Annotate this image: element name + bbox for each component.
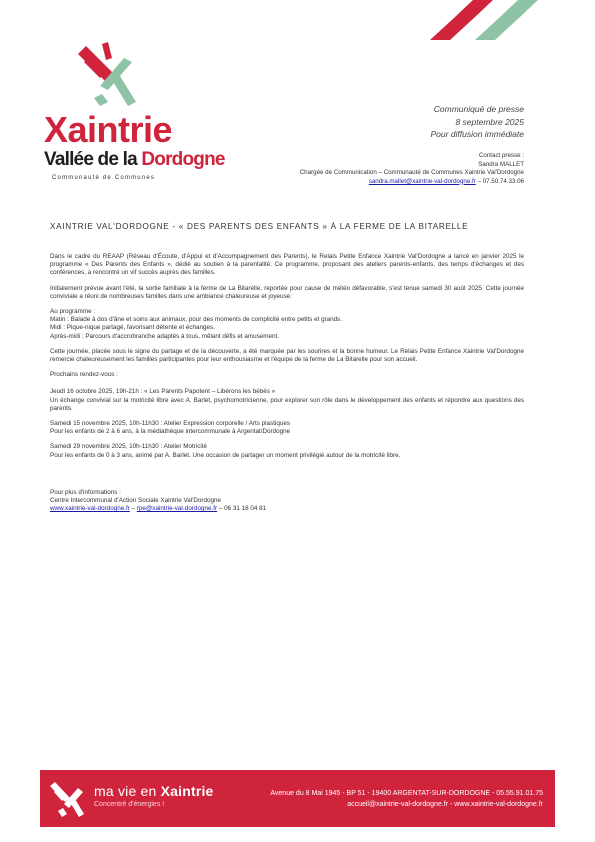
event-item [50, 388, 524, 413]
contact-line [300, 178, 524, 187]
press-info [430, 103, 524, 141]
press-diffusion: Pour diffusion immédiate [430, 129, 524, 139]
footer-brand-name: Xaintrie [160, 783, 214, 799]
logo-tagline: Communauté de Communes [52, 175, 156, 181]
link-separator: – [129, 505, 137, 513]
footer-address: Avenue du 8 Mai 1945 - BP 51 - 19400 ARGENTAT-SUR-DORDOGNE - 05.55.91.01.75 [270, 790, 543, 797]
contact-email-link[interactable]: sandra.mallet@xaintrie-val-dordogne.fr [368, 177, 476, 185]
footer-address-block [270, 788, 543, 810]
more-info-section [50, 489, 524, 514]
event-description: Pour les enfants de 0 à 3 ans, animé par A. Barlet. Une occasion de partager un moment privilégié autour de la motricité libre. [50, 451, 401, 459]
program-item: Après-midi : Parcours d'accrobranche adaptés à tous, mêlant défis et amusement. [50, 332, 280, 340]
more-info-phone: – 06 31 18 04 81 [217, 505, 267, 513]
headline: XAINTRIE VAL'DORDOGNE - « DES PARENTS DES ENFANTS » À LA FERME DE LA BITARELLE [50, 222, 469, 231]
rpe-email-link[interactable]: rpe@xaintrie-val-dordogne.fr [136, 505, 218, 513]
footer-slogan: Concentré d'énergies ! [94, 801, 165, 808]
more-info-links [50, 505, 524, 513]
contact-phone: – 07.50.74.33.06 [475, 177, 524, 185]
more-info-org: Centre Intercommunal d'Action Sociale Xaintrie Val'Dordogne [50, 497, 221, 505]
program-item: Matin : Balade à dos d'âne et soins aux animaux, pour des moments de complicité entre petits et grands. [50, 316, 343, 324]
corner-stripes-decoration [395, 0, 595, 40]
footer-brand-prefix: ma vie en [94, 783, 161, 799]
program-item: Midi : Pique-nique partagé, favorisant détente et échanges. [50, 324, 215, 332]
logo-subtitle [44, 150, 225, 170]
contact-role: Chargée de Communication – Communauté de Communes Xaintrie Val'Dordogne [299, 169, 524, 176]
press-date: 8 septembre 2025 [455, 116, 524, 127]
intro-paragraph: Dans le cadre du REAAP (Réseau d'Écoute, d'Appui et d'Accompagnement des Parents), le Relais Petite Enfance Xaintrie Val'Dordogne a lancé en janvier 2025 le programme « Des Parents des Enfants », dédié au soutien à la parentalité. Ce programme, proposant des ateliers parents-enfants, des temps d'échanges et des conférences, a rencontré un vif succès auprès des familles. [50, 253, 524, 277]
article-body [50, 253, 524, 520]
contact-label: Contact presse : [478, 152, 524, 159]
upcoming-title: Prochains rendez-vous : [50, 371, 118, 379]
event-item [50, 420, 524, 436]
more-info-title: Pour plus d'informations : [50, 488, 121, 496]
press-contact [300, 152, 524, 186]
event-heading: Samedi 29 novembre 2025, 10h-11h30 : Atelier Motricité [50, 443, 208, 451]
footer-logo-icon [48, 778, 86, 818]
press-release-label: Communiqué de presse [433, 104, 524, 114]
logo-subtitle-part2: Dordogne [141, 149, 225, 170]
logo-subtitle-part1: Vallée de la [44, 149, 142, 170]
event-heading: Jeudi 16 octobre 2025, 19h-21h : « Les Parents Papotent – Libérons les bébés » [50, 388, 276, 396]
initial-paragraph: Initialement prévue avant l'été, la sortie familiale à la ferme de La Bitarelle, reportée pour cause de météo défavorable, s'est tenue samedi 30 août 2025. Cette journée conviviale a réuni de nombreuses familles dans une ambiance chaleureuse et joyeuse. [50, 284, 524, 300]
event-description: Pour les enfants de 2 à 6 ans, à la médiathèque intercommunale à Argentat/Dordogne [50, 428, 291, 436]
xaintrie-logo-icon [74, 40, 140, 110]
event-heading: Samedi 15 novembre 2025, 10h-11h30 : Atelier Expression corporelle / Arts plastiques [50, 420, 291, 428]
footer-banner [40, 770, 555, 827]
footer-contact: accueil@xaintrie-val-dordogne.fr - www.xaintrie-val-dordogne.fr [347, 801, 543, 808]
event-description: Un échange convivial sur la motricité libre avec A. Barlet, psychomotricienne, pour explorer son rôle dans le développement des enfants et répondre aux questions des parents. [50, 396, 524, 412]
footer-brand [94, 783, 214, 799]
conclusion-paragraph: Cette journée, placée sous le signe du partage et de la découverte, a été marquée par les sourires et la bonne humeur. Le Relais Petite Enfance Xaintrie Val'Dordogne remercie chaleureusement les familles participantes pour leur enthousiasme et l'équipe de la ferme de La Bitarelle pour son accueil. [50, 347, 524, 364]
contact-name: Sandra MALLET [478, 160, 524, 168]
website-link[interactable]: www.xaintrie-val-dordogne.fr [50, 505, 130, 513]
logo-title: Xaintrie [44, 109, 173, 150]
program-title: Au programme : [50, 308, 96, 316]
event-item [50, 443, 524, 459]
program-section [50, 308, 524, 341]
